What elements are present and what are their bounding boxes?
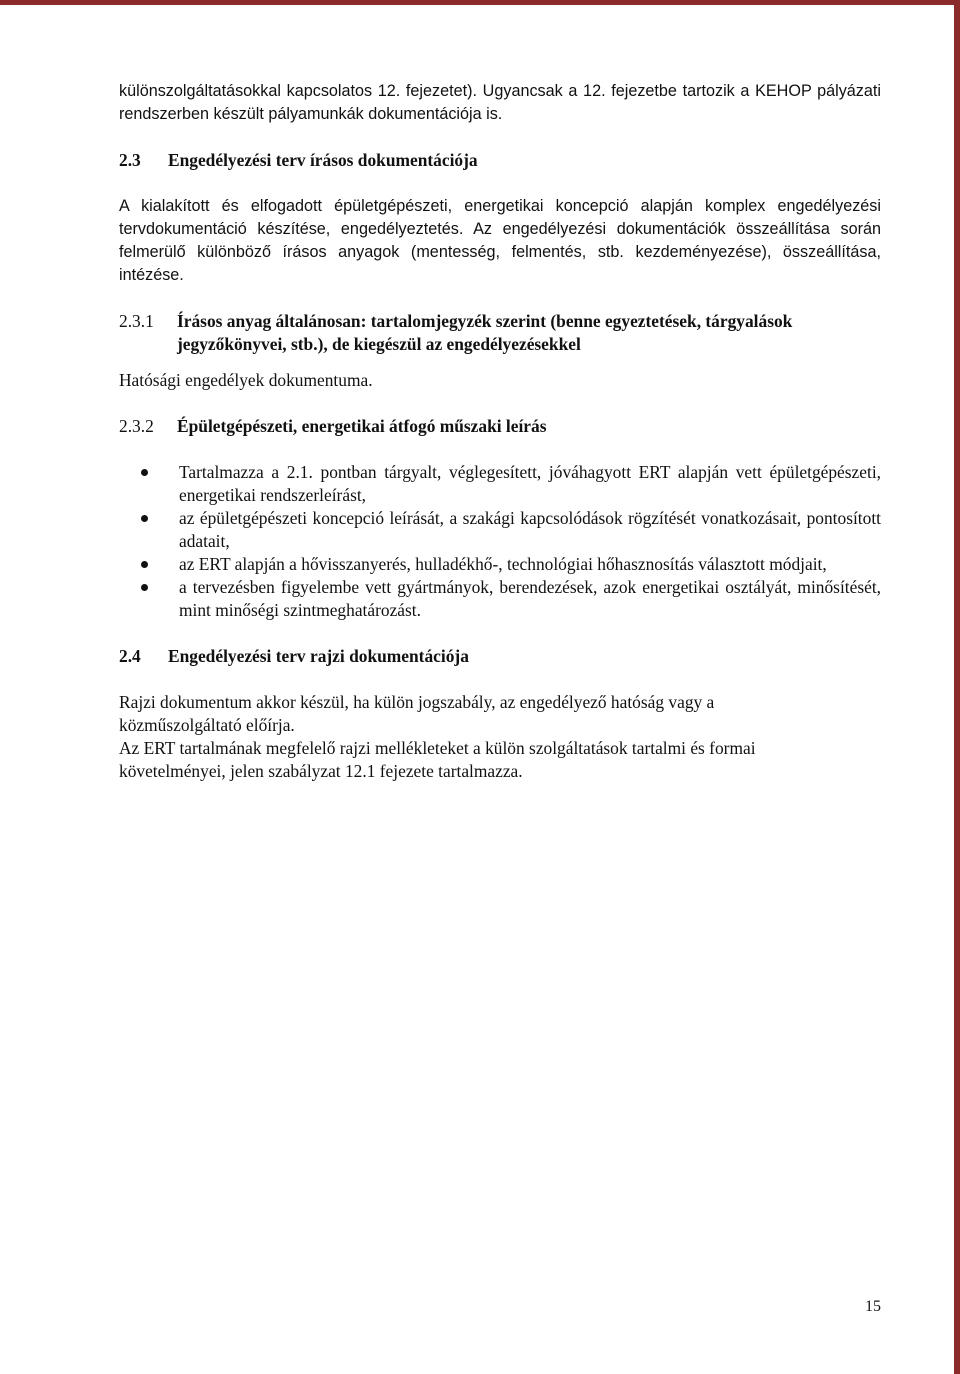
bullet-icon xyxy=(141,561,148,568)
list-item xyxy=(119,576,881,622)
bullet-icon xyxy=(141,515,148,522)
bullet-icon xyxy=(141,469,148,476)
heading-number: 2.3.2 xyxy=(119,416,154,436)
section-2-4-paragraph-2: Az ERT tartalmának megfelelő rajzi mellékleteket a külön szolgáltatások tartalmi és formai követelményei, jelen szabályzat 12.1 fejezete tartalmazza. xyxy=(119,738,756,781)
heading-2-3-2 xyxy=(119,415,881,438)
list-item-text: Tartalmazza a 2.1. pontban tárgyalt, véglegesített, jóváhagyott ERT alapján vett épületgépészeti, energetikai rendszerleírást, xyxy=(179,462,881,505)
list-item-text: a tervezésben figyelembe vett gyártmányok, berendezések, azok energetikai osztályát, minősítését, mint minőségi szintmeghatározást. xyxy=(179,577,881,620)
page-number: 15 xyxy=(865,1298,881,1315)
page-border-top xyxy=(0,0,960,5)
heading-title: Engedélyezési terv rajzi dokumentációja xyxy=(168,646,469,666)
document-page xyxy=(119,80,881,783)
page-border-right xyxy=(954,0,960,1374)
heading-number: 2.3.1 xyxy=(119,311,154,331)
heading-2-3-1 xyxy=(119,310,881,356)
heading-2-4 xyxy=(119,645,881,668)
heading-number: 2.4 xyxy=(119,646,141,666)
intro-paragraph: különszolgáltatásokkal kapcsolatos 12. fejezetet). Ugyancsak a 12. fejezetbe tartozik a KEHOP pályázati rendszerben készült pályamunkák dokumentációja is. xyxy=(119,82,881,123)
list-item xyxy=(119,553,881,576)
heading-title: Épületgépészeti, energetikai átfogó műszaki leírás xyxy=(177,416,547,436)
heading-title: Engedélyezési terv írásos dokumentációja xyxy=(168,150,478,170)
list-item-text: az épületgépészeti koncepció leírását, a szakági kapcsolódások rögzítését vonatkozásait, pontosított adatait, xyxy=(179,508,881,551)
list-item xyxy=(119,461,881,507)
heading-number: 2.3 xyxy=(119,150,141,170)
heading-title: Írásos anyag általánosan: tartalomjegyzék szerint (benne egyeztetések, tárgyalások jegyzőkönyvei, stb.), de kiegészül az engedélyezésekkel xyxy=(177,311,793,354)
list-item-text: az ERT alapján a hővisszanyerés, hulladékhő-, technológiai hőhasznosítás választott módjait, xyxy=(179,554,827,574)
section-2-3-paragraph: A kialakított és elfogadott épületgépészeti, energetikai koncepció alapján komplex engedélyezési tervdokumentáció készítése, engedélyeztetés. Az engedélyezési dokumentációk összeállítása során felmerülő különböző írásos anyagok (mentesség, felmentés, stb. kezdeményezése), összeállítása, intézése. xyxy=(119,197,881,284)
bullet-list xyxy=(119,461,881,622)
section-2-4-paragraph-1: Rajzi dokumentum akkor készül, ha külön jogszabály, az engedélyező hatóság vagy a közműszolgáltató előírja. xyxy=(119,692,715,735)
section-2-3-1-paragraph: Hatósági engedélyek dokumentuma. xyxy=(119,370,373,390)
list-item xyxy=(119,507,881,553)
bullet-icon xyxy=(141,584,148,591)
heading-2-3 xyxy=(119,149,881,172)
